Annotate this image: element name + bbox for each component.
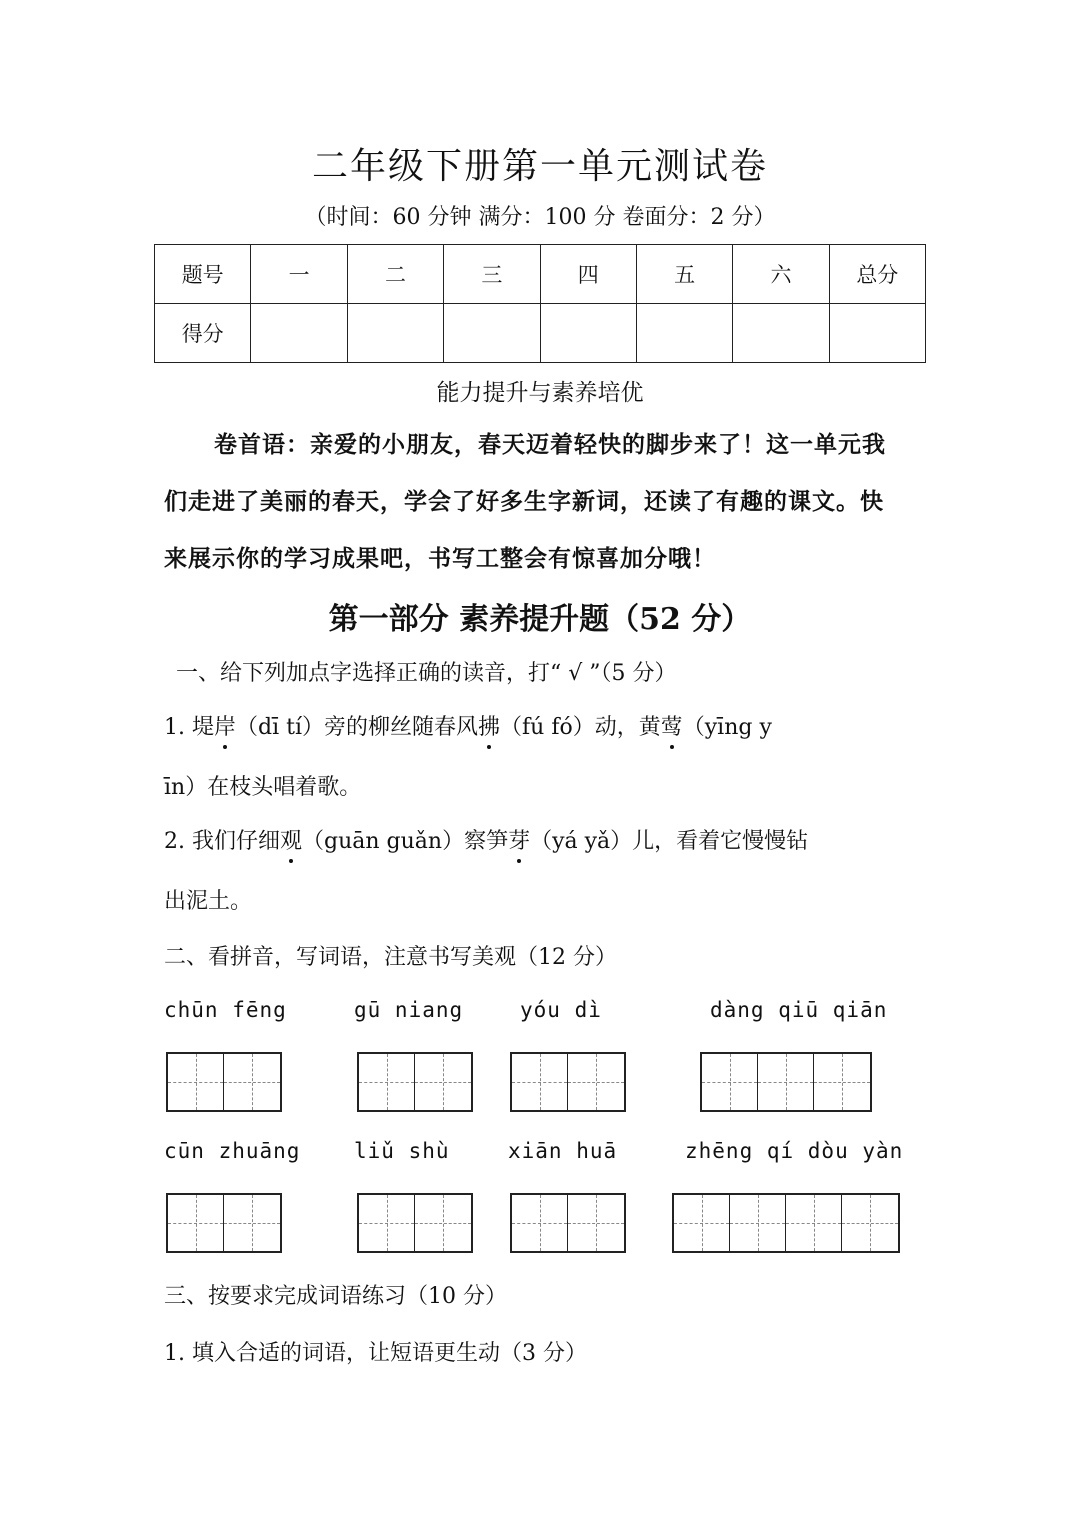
text: （yīng y (682, 715, 772, 740)
grid-cell[interactable] (359, 1195, 415, 1251)
table-cell: 四 (540, 245, 636, 304)
dotted-char: 拂 (478, 710, 500, 741)
page-title: 二年级下册第一单元测试卷 (311, 146, 768, 187)
table-cell: 一 (251, 245, 347, 304)
writing-grid[interactable] (166, 1052, 282, 1112)
grid-cell[interactable] (512, 1195, 568, 1251)
writing-grid[interactable] (700, 1052, 872, 1112)
grid-cell[interactable] (512, 1054, 568, 1110)
tagline: 能力提升与素养培优 (436, 380, 644, 406)
text: （dī tí）旁的柳丝随春风 (236, 715, 478, 740)
table-row (155, 245, 926, 304)
pinyin-label: zhēng qí dòu yàn (685, 1139, 904, 1163)
pinyin-label: cūn zhuāng (164, 1139, 301, 1163)
score-table (154, 244, 926, 363)
dotted-char: 岸 (214, 710, 236, 741)
grid-cell[interactable] (730, 1195, 786, 1251)
grid-cell[interactable] (415, 1054, 471, 1110)
pinyin-label: chūn fēng (164, 998, 287, 1022)
preface-line: 们走进了美丽的春天，学会了好多生字新词，还读了有趣的课文。快 (164, 488, 884, 515)
exam-info: （时间：60 分钟 满分：100 分 卷面分：2 分） (304, 205, 776, 230)
text: （guān guǎn）察笋 (302, 829, 509, 854)
table-cell: 六 (733, 245, 829, 304)
text: （fú fó）动，黄 (500, 715, 661, 740)
dotted-char: 芽 (508, 824, 530, 855)
preface-line: 来展示你的学习成果吧，书写工整会有惊喜加分哦！ (164, 545, 716, 572)
pinyin-label: gū niang (354, 998, 464, 1022)
section-heading: 三、按要求完成词语练习（10 分） (164, 1284, 507, 1309)
table-cell: 三 (444, 245, 540, 304)
score-cell[interactable] (444, 304, 540, 363)
grid-cell[interactable] (168, 1195, 224, 1251)
question-line: 出泥土。 (164, 889, 253, 914)
pinyin-label: yóu dì (520, 998, 602, 1022)
grid-cell[interactable] (814, 1054, 870, 1110)
text: 2. 我们仔细 (164, 829, 280, 854)
grid-cell[interactable] (224, 1054, 280, 1110)
table-row (155, 304, 926, 363)
table-cell: 题号 (155, 245, 251, 304)
table-cell: 总分 (829, 245, 925, 304)
score-cell[interactable] (540, 304, 636, 363)
dotted-char: 观 (280, 824, 302, 855)
grid-cell[interactable] (786, 1195, 842, 1251)
score-cell[interactable] (733, 304, 829, 363)
writing-grid[interactable] (357, 1052, 473, 1112)
writing-grid[interactable] (672, 1193, 900, 1253)
writing-grid[interactable] (510, 1052, 626, 1112)
grid-cell[interactable] (168, 1054, 224, 1110)
grid-cell[interactable] (674, 1195, 730, 1251)
text: 1. 堤 (164, 715, 214, 740)
question-line (164, 710, 924, 741)
question-line (164, 824, 924, 855)
writing-grid[interactable] (510, 1193, 626, 1253)
table-cell: 二 (347, 245, 443, 304)
table-cell: 得分 (155, 304, 251, 363)
grid-cell[interactable] (758, 1054, 814, 1110)
pinyin-label: liǔ shù (354, 1139, 450, 1163)
grid-cell[interactable] (415, 1195, 471, 1251)
question-line: 1. 填入合适的词语，让短语更生动（3 分） (164, 1341, 587, 1366)
grid-cell[interactable] (702, 1054, 758, 1110)
score-cell[interactable] (636, 304, 732, 363)
table-cell: 五 (636, 245, 732, 304)
pinyin-label: xiān huā (508, 1139, 618, 1163)
dotted-char: 莺 (661, 710, 683, 741)
preface-line: 卷首语：亲爱的小朋友，春天迈着轻快的脚步来了！这一单元我 (214, 431, 886, 458)
grid-cell[interactable] (842, 1195, 898, 1251)
grid-cell[interactable] (359, 1054, 415, 1110)
section-heading: 一、给下列加点字选择正确的读音，打“ √ ”（5 分） (176, 661, 677, 686)
score-cell[interactable] (829, 304, 925, 363)
writing-grid[interactable] (357, 1193, 473, 1253)
part-title: 第一部分 素养提升题（52 分） (328, 602, 752, 637)
writing-grid[interactable] (166, 1193, 282, 1253)
text: （yá yǎ）儿，看着它慢慢钻 (530, 829, 809, 854)
grid-cell[interactable] (224, 1195, 280, 1251)
score-cell[interactable] (251, 304, 347, 363)
question-line: īn）在枝头唱着歌。 (164, 775, 362, 800)
grid-cell[interactable] (568, 1195, 624, 1251)
section-heading: 二、看拼音，写词语，注意书写美观（12 分） (164, 945, 617, 970)
pinyin-label: dàng qiū qiān (710, 998, 888, 1022)
grid-cell[interactable] (568, 1054, 624, 1110)
score-cell[interactable] (347, 304, 443, 363)
